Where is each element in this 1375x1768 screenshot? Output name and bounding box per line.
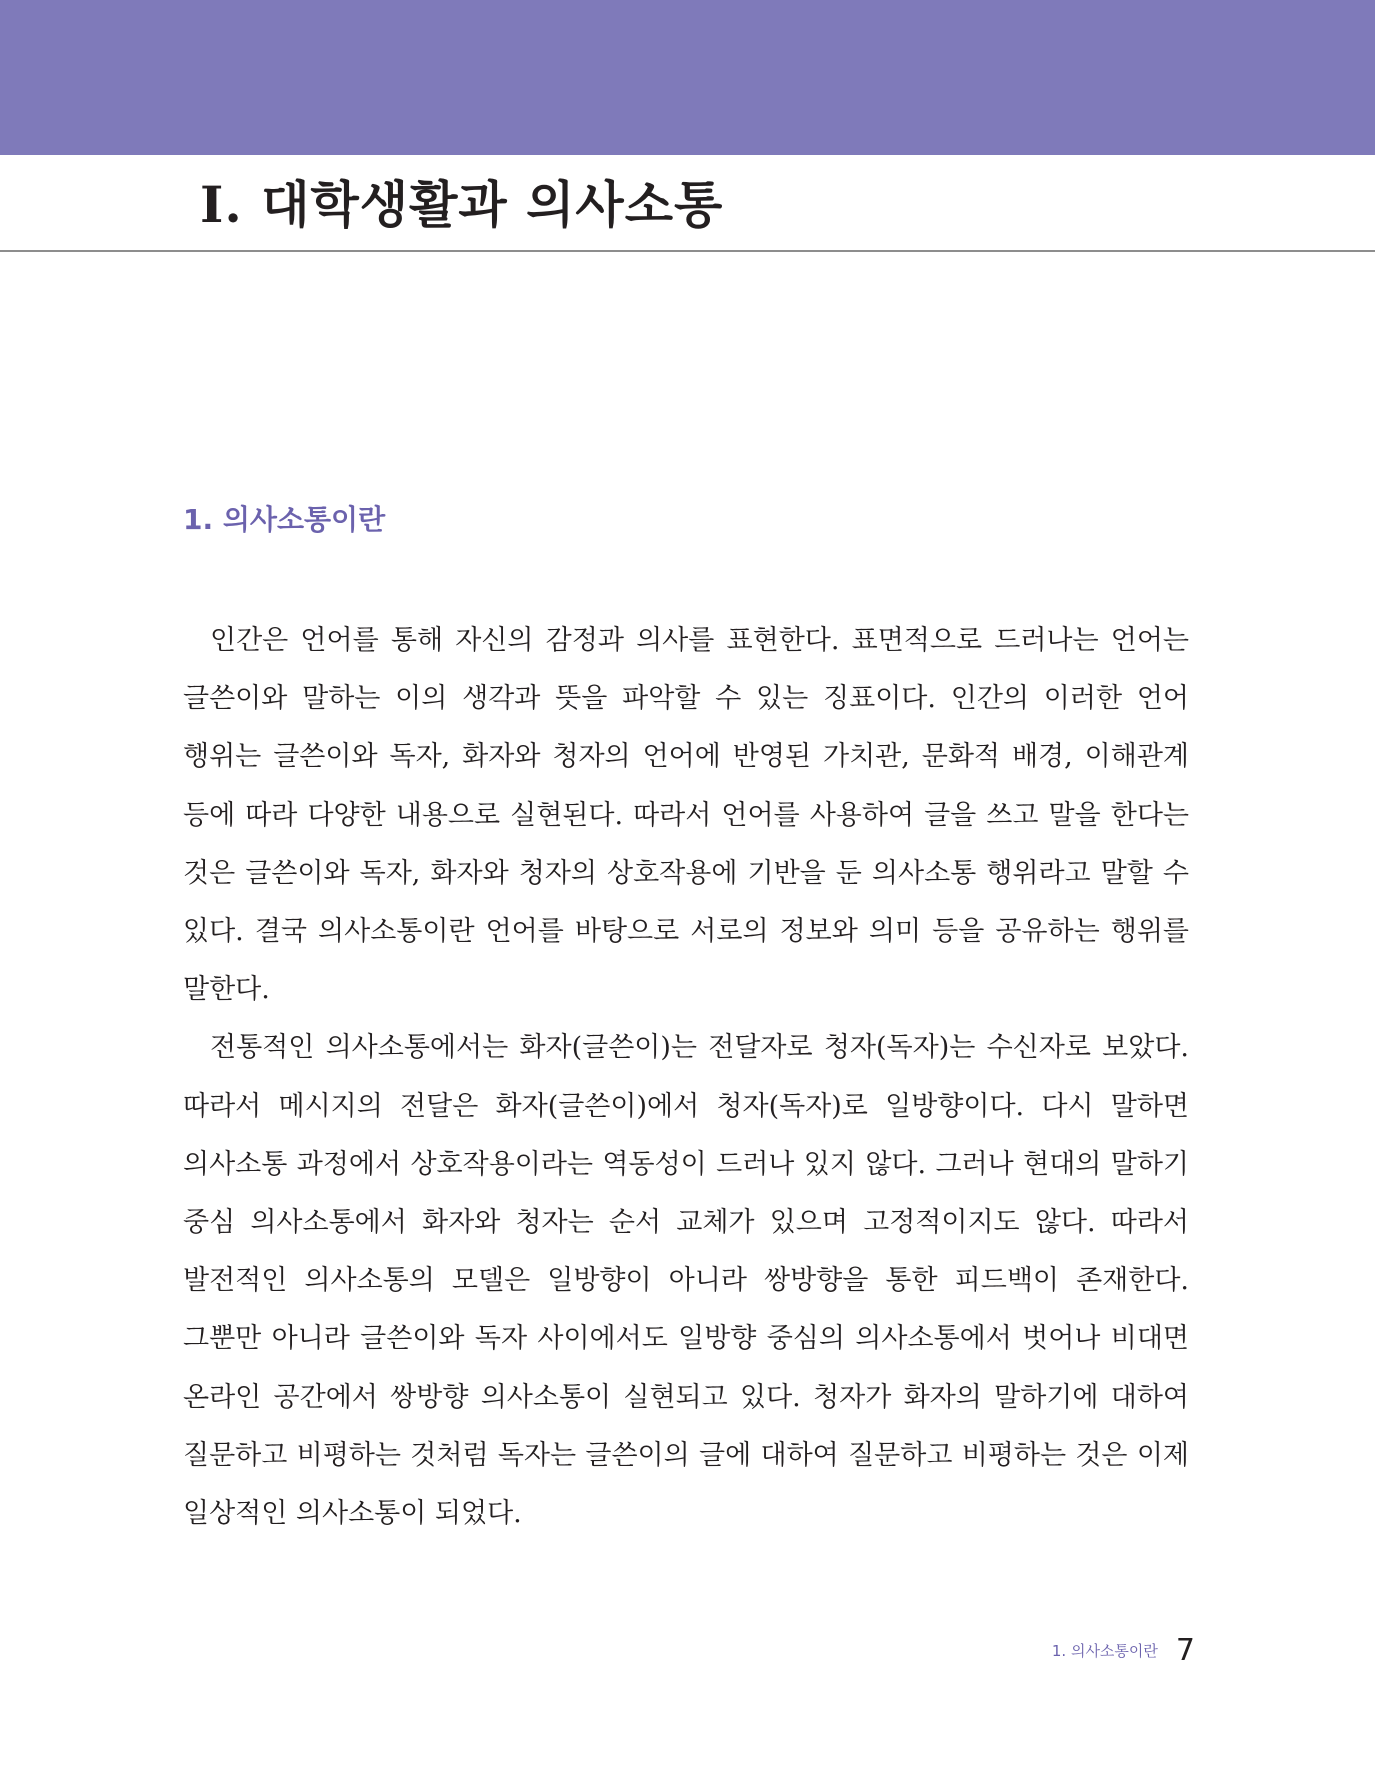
chapter-title-divider bbox=[0, 250, 1375, 252]
page-number: 7 bbox=[1175, 1632, 1195, 1668]
section-heading: 1. 의사소통이란 bbox=[183, 503, 386, 536]
chapter-title: I. 대학생활과 의사소통 bbox=[200, 175, 724, 234]
body-text bbox=[183, 612, 1189, 1543]
paragraph-2: 전통적인 의사소통에서는 화자(글쓴이)는 전달자로 청자(독자)는 수신자로 보았다. 따라서 메시지의 전달은 화자(글쓴이)에서 청자(독자)로 일방향이다. 다시 말하면 의사소통 과정에서 상호작용이라는 역동성이 드러나 있지 않다. 그러나 현대의 말하기 중심 의사소통에서 화자와 청자는 순서 교체가 있으며 고정적이지도 않다. 따라서 발전적인 의사소통의 모델은 일방향이 아니라 쌍방향을 통한 피드백이 존재한다. 그뿐만 아니라 글쓴이와 독자 사이에서도 일방향 중심의 의사소통에서 벗어나 비대면 온라인 공간에서 쌍방향 의사소통이 실현되고 있다. 청자가 화자의 말하기에 대하여 질문하고 비평하는 것처럼 독자는 글쓴이의 글에 대하여 질문하고 비평하는 것은 이제 일상적인 의사소통이 되었다. bbox=[183, 1032, 1189, 1530]
page-footer bbox=[1052, 1628, 1195, 1672]
footer-section-label: 1. 의사소통이란 bbox=[1051, 1641, 1158, 1660]
paragraph-1: 인간은 언어를 통해 자신의 감정과 의사를 표현한다. 표면적으로 드러나는 언어는 글쓴이와 말하는 이의 생각과 뜻을 파악할 수 있는 징표이다. 인간의 이러한 언어 행위는 글쓴이와 독자, 화자와 청자의 언어에 반영된 가치관, 문화적 배경, 이해관계 등에 따라 다양한 내용으로 실현된다. 따라서 언어를 사용하여 글을 쓰고 말을 한다는 것은 글쓴이와 독자, 화자와 청자의 상호작용에 기반을 둔 의사소통 행위라고 말할 수 있다. 결국 의사소통이란 언어를 바탕으로 서로의 정보와 의미 등을 공유하는 행위를 말한다. bbox=[183, 625, 1189, 1006]
chapter-header-band bbox=[0, 0, 1375, 155]
